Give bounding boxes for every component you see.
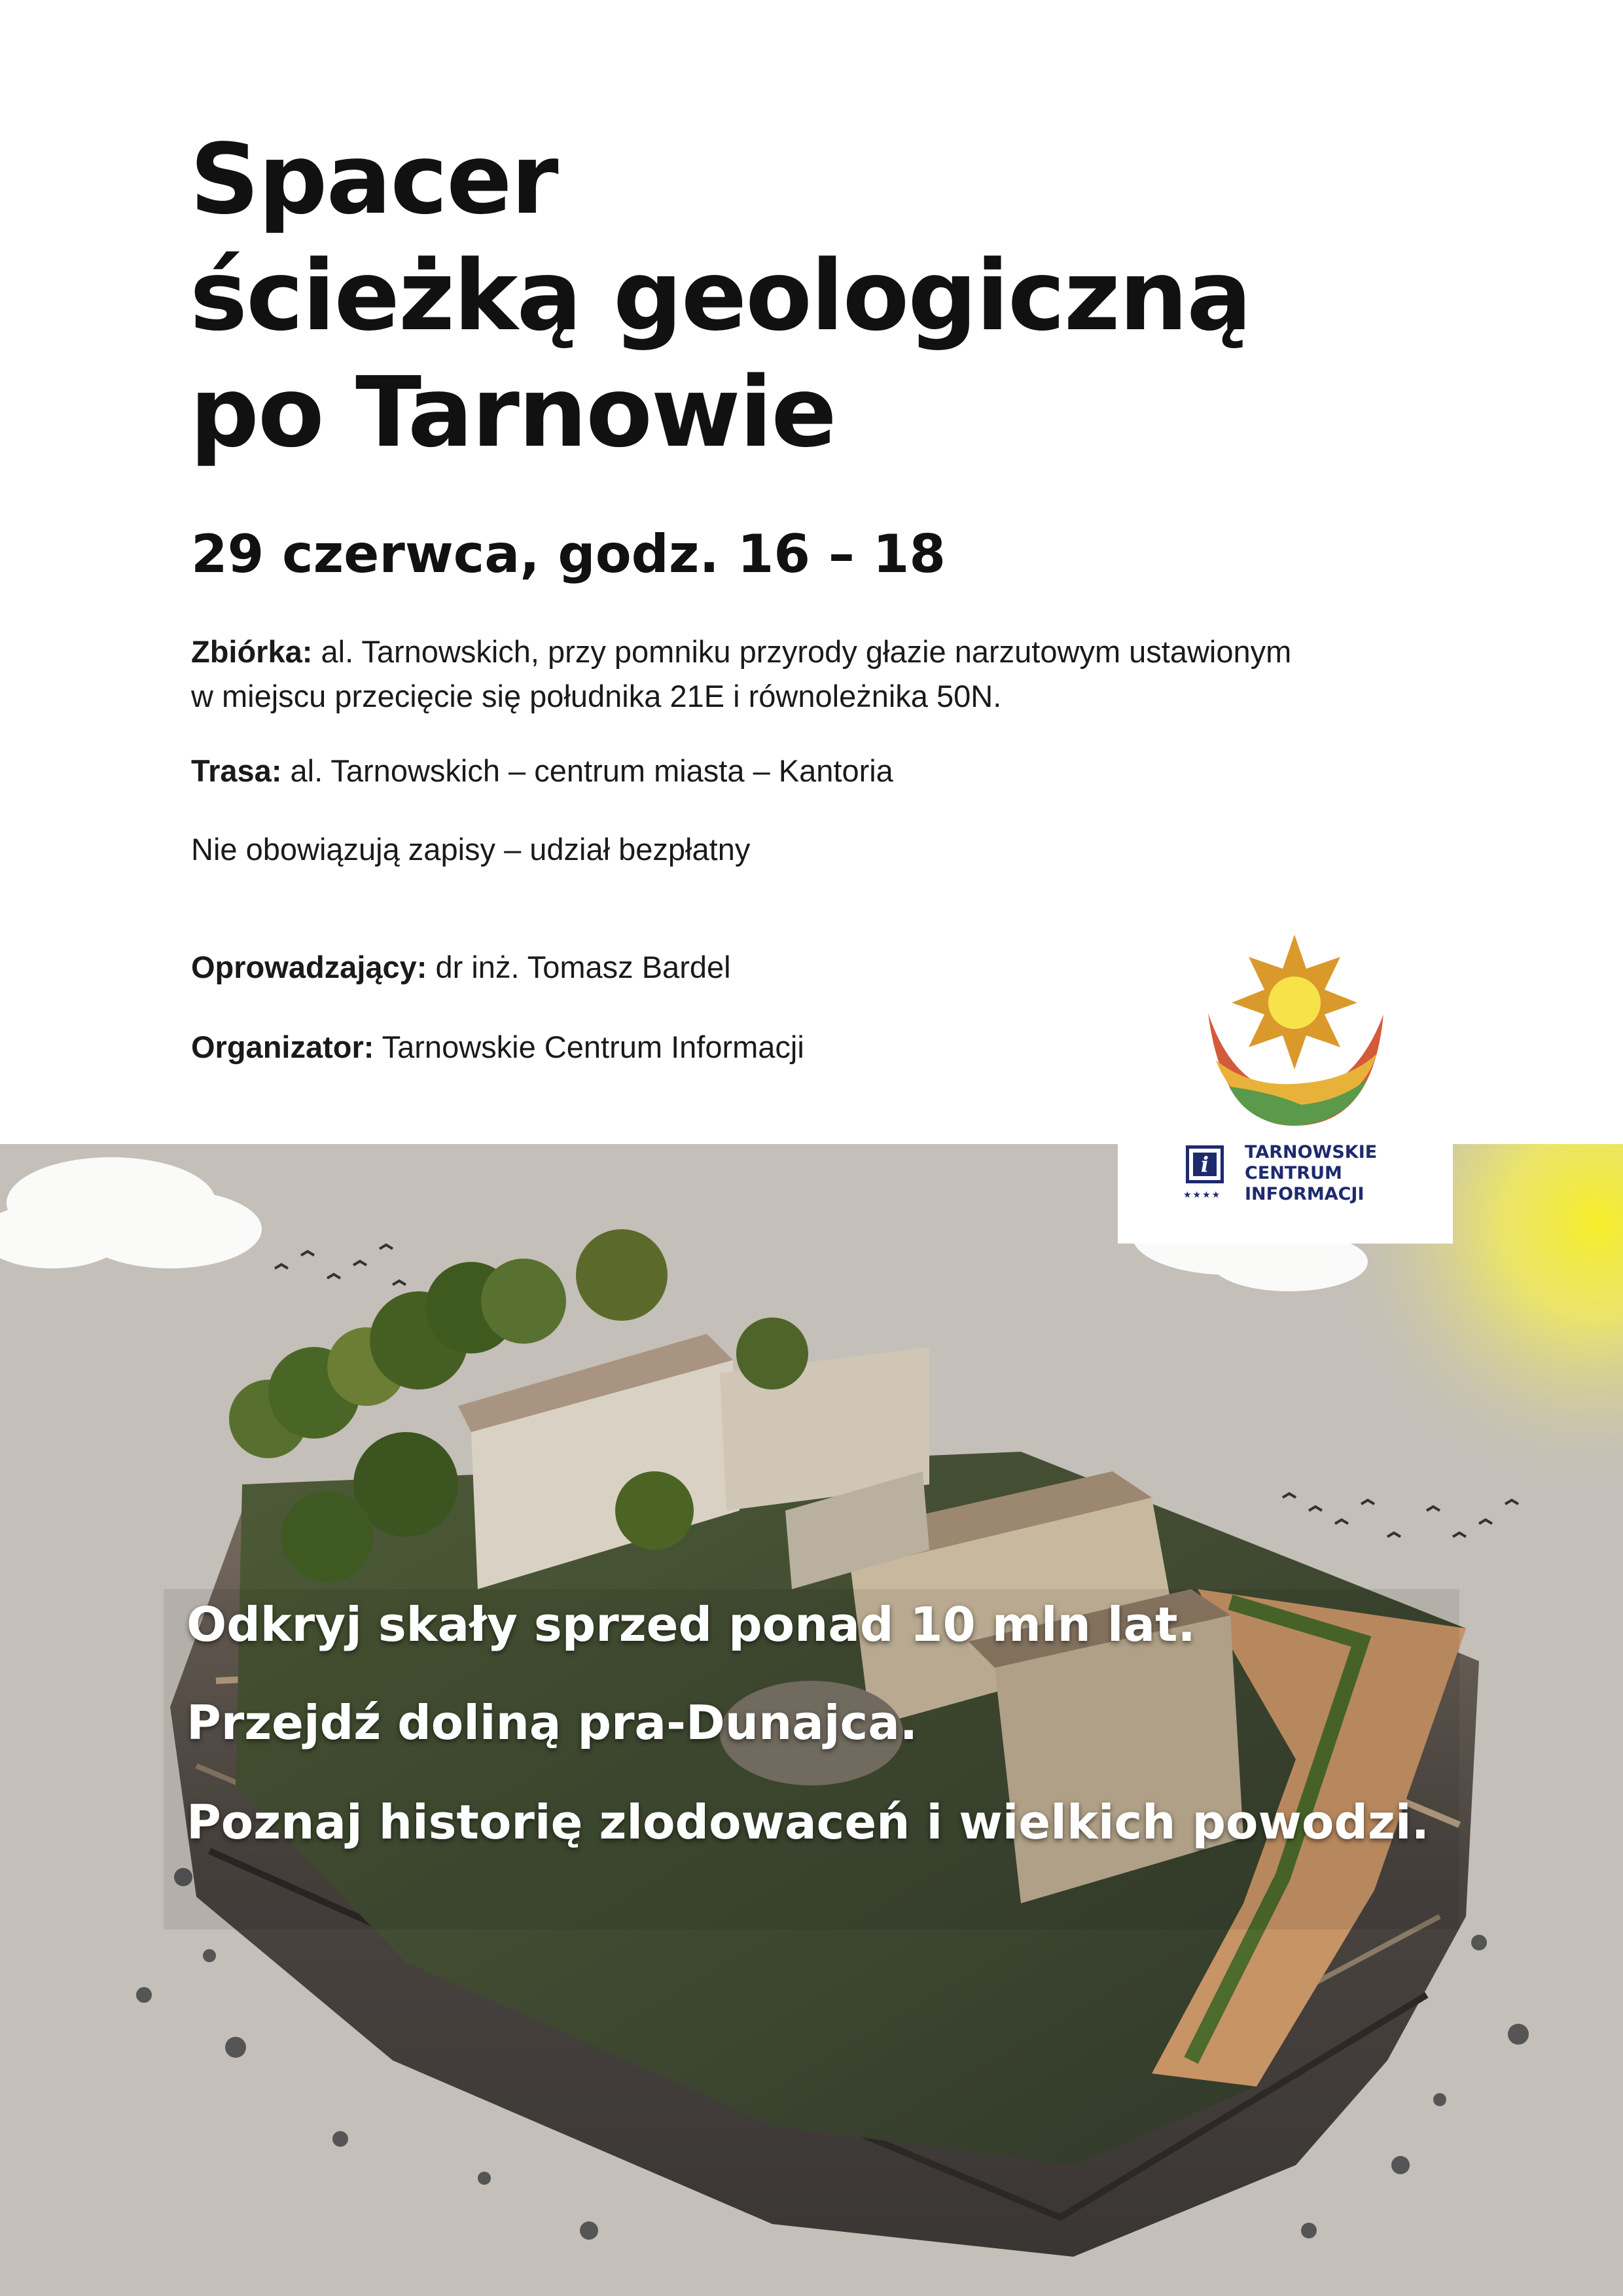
tagline-1: Odkryj skały sprzed ponad 10 mln lat. xyxy=(187,1597,1196,1652)
guide xyxy=(191,945,731,990)
organizer xyxy=(191,1025,804,1069)
logo-line-3: INFORMACJI xyxy=(1245,1184,1364,1204)
title-line-2: ścieżką geologiczną xyxy=(190,240,1251,352)
registration-note: Nie obowiązują zapisy – udział bezpłatny xyxy=(191,832,751,867)
meeting-label: Zbiórka: xyxy=(191,634,313,669)
organizer-label: Organizator: xyxy=(191,1030,374,1064)
logo-line-1: TARNOWSKIE xyxy=(1245,1142,1378,1162)
title-line-3: po Tarnowie xyxy=(190,356,836,469)
tagline-2: Przejdź doliną pra-Dunajca. xyxy=(187,1695,918,1750)
guide-label: Oprowadzający: xyxy=(191,950,427,984)
route xyxy=(191,749,893,793)
tagline-3: Poznaj historię zlodowaceń i wielkich powodzi. xyxy=(187,1795,1429,1850)
title-line-1: Spacer xyxy=(190,123,558,236)
guide-text: dr inż. Tomasz Bardel xyxy=(435,950,731,984)
sun-icon xyxy=(1268,977,1321,1029)
event-date: 29 czerwca, godz. 16 – 18 xyxy=(191,524,946,584)
tci-logo-text xyxy=(1245,1142,1377,1205)
rating-stars: ★★★★ xyxy=(1183,1190,1222,1200)
route-label: Trasa: xyxy=(191,753,282,788)
info-icon: i xyxy=(1186,1145,1224,1183)
route-text: al. Tarnowskich – centrum miasta – Kantoria xyxy=(290,753,893,788)
poster-title xyxy=(190,121,1251,471)
meeting-text-2: w miejscu przecięcie się południka 21E i równoleżnika 50N. xyxy=(191,679,1002,713)
meeting-point xyxy=(191,630,1291,719)
logo-line-2: CENTRUM xyxy=(1245,1163,1342,1183)
organizer-text: Tarnowskie Centrum Informacji xyxy=(382,1030,804,1064)
tci-logo-emblem xyxy=(1196,929,1393,1139)
meeting-text-1: al. Tarnowskich, przy pomniku przyrody głazie narzutowym ustawionym xyxy=(321,634,1292,669)
